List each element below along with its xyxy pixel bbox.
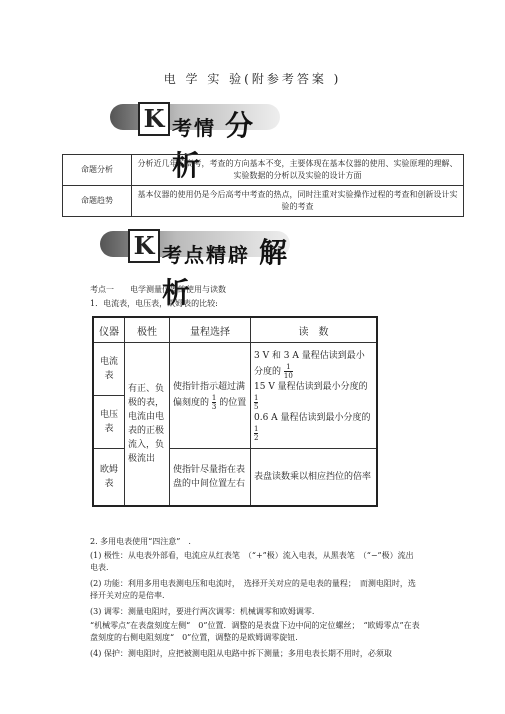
banner-text-main: 考点精辟 [162,243,250,267]
paragraph: “机械零点”在表盘刻度左侧“ 0”位置．调整的是表盘下边中间的定位螺丝； “欧姆零点”在表盘刻度的右侧电阻刻度“ 0”位置，调整的是欧姆调零旋钮. [90,621,420,642]
range-text: 使指针指示超过满偏刻度的 [173,382,246,408]
col-header: 量程选择 [170,317,251,343]
exam-info-table [62,154,464,217]
reading-line [254,380,373,411]
banner-text-big: 解 析 [162,236,289,309]
fraction [254,394,258,411]
paragraph: (4) 保护：测电阻时，应把被测电阻从电路中拆下测量；多用电表长期不用时，必须取 [90,649,392,658]
info-value: 分析近几年的高考，考查的方向基本不变，主要体现在基本仪器的使用、实验原理的理解、实验数据的分析以及实验的设计方面 [132,155,464,186]
info-value: 基本仪器的使用仍是今后高考中考查的热点，同时注重对实验操作过程的考查和创新设计实验的考查 [132,186,464,217]
banner-k-logo: K [138,102,170,136]
point-heading: 考点一 电学测量仪器的使用与读数 [90,285,226,294]
frac-num: 1 [254,425,259,433]
paragraph: 2. 多用电表使用“四注意” . [90,537,191,546]
section-banner-analysis [110,98,280,182]
reading-text: 15 V 量程估读到最小分度的 [254,382,368,392]
fraction [212,394,216,411]
table-header-row [93,317,377,343]
table-row [63,155,464,186]
point-subheading: 1．电流表，电压表，欧姆表的比较: [90,299,218,308]
table-row [63,186,464,217]
info-key: 命题分析 [63,155,132,186]
range-tail: 的位置 [219,398,247,408]
fraction [254,425,258,442]
range-cell [170,343,251,449]
col-header: 读 数 [251,317,378,343]
table-row [93,343,377,396]
reading-text: 3 V 和 3 A 量程估读到最小分度的 [254,351,365,377]
banner-k-logo: K [128,229,160,263]
frac-den: 5 [254,403,259,411]
frac-num: 1 [211,394,217,402]
meter-name: 电压表 [93,396,125,449]
page-title: 电 学 实 验(附参考答案 ) [163,72,342,86]
banner-text-main: 考情 [172,116,216,140]
paragraph: (1) 极性：从电表外部看，电流应从红表笔 （“+”极）流入电表，从黑表笔 （“−”极）流出电表. [90,551,414,572]
frac-den: 2 [254,434,259,442]
polarity-cell: 有正、负极的表，电流由电表的正极流入，负极流出 [125,343,170,507]
info-key: 命题趋势 [63,186,132,217]
paragraph: (2) 功能：利用多用电表测电压和电流时， 选择开关对应的是电表的量程； 而测电阻时，选择开关对应的是倍率. [90,579,416,600]
frac-den: 3 [211,403,217,411]
banner-text-big: 分 析 [172,109,255,182]
meter-name: 电流表 [93,343,125,396]
meter-comparison-table [92,316,378,507]
range-cell: 使指针尽量指在表盘的中间位置左右 [170,449,251,507]
paragraph: (3) 调零：测量电阻时，要进行两次调零：机械调零和欧姆调零. [90,607,315,616]
frac-num: 1 [284,363,293,372]
frac-num: 1 [254,394,259,402]
meter-name: 欧姆表 [93,449,125,507]
fraction [284,363,293,380]
reading-cell: 表盘读数乘以相应挡位的倍率 [251,449,378,507]
col-header: 仪器 [93,317,125,343]
reading-text: 0.6 A 量程估读到最小分度的 [254,413,371,423]
frac-den: 10 [283,372,293,380]
reading-line [254,349,373,380]
reading-line [254,411,373,442]
reading-cell [251,343,378,449]
col-header: 极性 [125,317,170,343]
